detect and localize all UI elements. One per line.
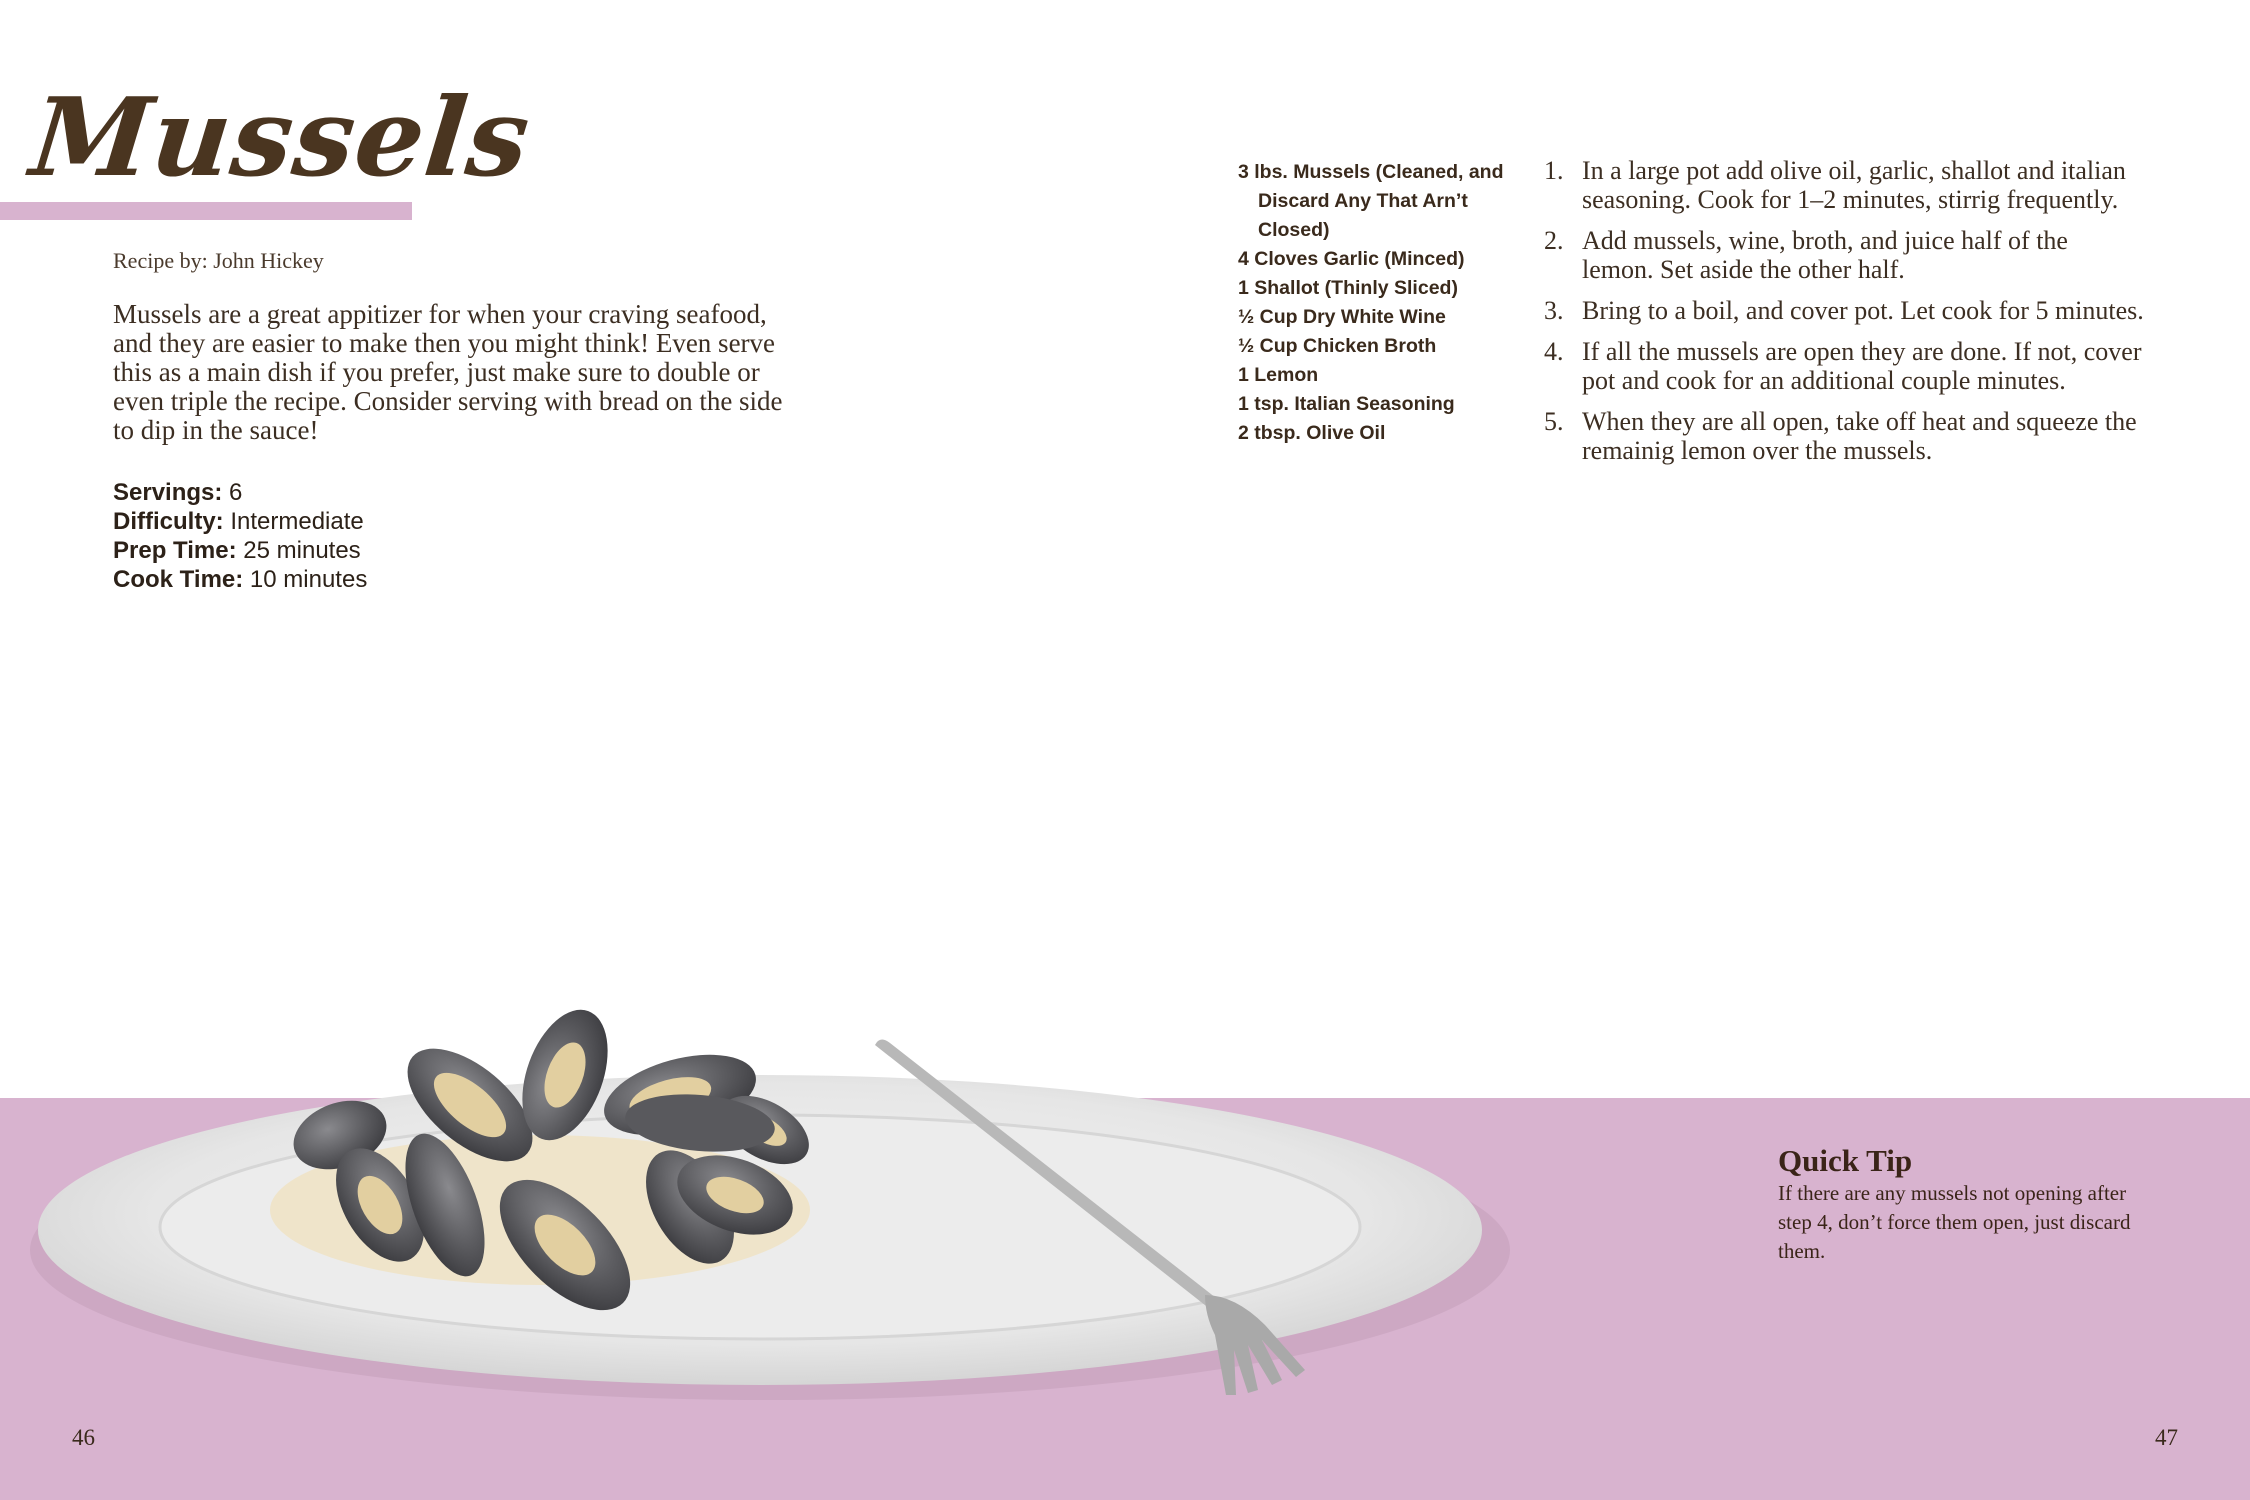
meta-servings (113, 478, 367, 507)
ingredient-item: 1 tsp. Italian Seasoning (1238, 393, 1455, 415)
mussels-plate-illustration (0, 995, 1560, 1415)
meta-value: 10 minutes (243, 566, 368, 593)
meta-label: Prep Time: (113, 537, 237, 564)
step-number: 5. (1544, 407, 1564, 436)
meta-cook-time (113, 565, 367, 594)
meta-difficulty (113, 507, 367, 536)
step-number: 4. (1544, 337, 1564, 366)
ingredient-item: ½ Cup Chicken Broth (1238, 335, 1437, 357)
instruction-step (1544, 337, 2144, 395)
recipe-byline: Recipe by: John Hickey (113, 248, 324, 273)
ingredient-item: 3 lbs. Mussels (Cleaned, and Discard Any That Arn’t Closed) (1238, 161, 1504, 241)
meta-label: Servings: (113, 479, 223, 506)
ingredient-item: ½ Cup Dry White Wine (1238, 306, 1446, 328)
step-number: 2. (1544, 226, 1564, 255)
meta-value: 25 minutes (236, 537, 361, 564)
step-text: Bring to a boil, and cover pot. Let cook for 5 minutes. (1582, 296, 2144, 325)
ingredients-list (1238, 158, 1518, 448)
ingredient-item: 4 Cloves Garlic (Minced) (1238, 248, 1465, 270)
ingredient-item: 1 Shallot (Thinly Sliced) (1238, 277, 1458, 299)
recipe-intro: Mussels are a great appitizer for when your craving seafood, and they are easier to make then you might think! Even serve this as a main dish if you prefer, just make sure to double or even triple the recipe. Consider serving with bread on the side to dip in the sauce! (113, 299, 783, 445)
step-text: Add mussels, wine, broth, and juice half of the lemon. Set aside the other half. (1582, 226, 2068, 284)
instruction-step (1544, 296, 2144, 325)
recipe-title: Mussels (25, 75, 536, 201)
instruction-step (1544, 407, 2144, 465)
instruction-step (1544, 156, 2144, 214)
ingredient-item: 2 tbsp. Olive Oil (1238, 422, 1386, 444)
instruction-step (1544, 226, 2144, 284)
instructions-list (1544, 156, 2144, 477)
step-number: 3. (1544, 296, 1564, 325)
quick-tip (1778, 1143, 2148, 1266)
step-text: When they are all open, take off heat and squeeze the remainig lemon over the mussels. (1582, 407, 2137, 465)
meta-value: Intermediate (223, 508, 364, 535)
meta-label: Cook Time: (113, 566, 244, 593)
meta-label: Difficulty: (113, 508, 224, 535)
title-underline-bar (0, 202, 412, 220)
ingredient-item: 1 Lemon (1238, 364, 1319, 386)
recipe-meta (113, 478, 367, 594)
quick-tip-title: Quick Tip (1778, 1143, 1913, 1178)
step-number: 1. (1544, 156, 1564, 185)
step-text: If all the mussels are open they are done. If not, cover pot and cook for an additional couple minutes. (1582, 337, 2142, 395)
meta-prep-time (113, 536, 367, 565)
title-block (0, 75, 536, 220)
page-number-left: 46 (72, 1425, 95, 1450)
meta-value: 6 (222, 479, 243, 506)
quick-tip-body: If there are any mussels not opening after step 4, don’t force them open, just discard them. (1778, 1181, 2131, 1263)
step-text: In a large pot add olive oil, garlic, shallot and italian seasoning. Cook for 1–2 minutes, stirrig frequently. (1582, 156, 2126, 214)
page-number-right: 47 (2155, 1425, 2178, 1450)
